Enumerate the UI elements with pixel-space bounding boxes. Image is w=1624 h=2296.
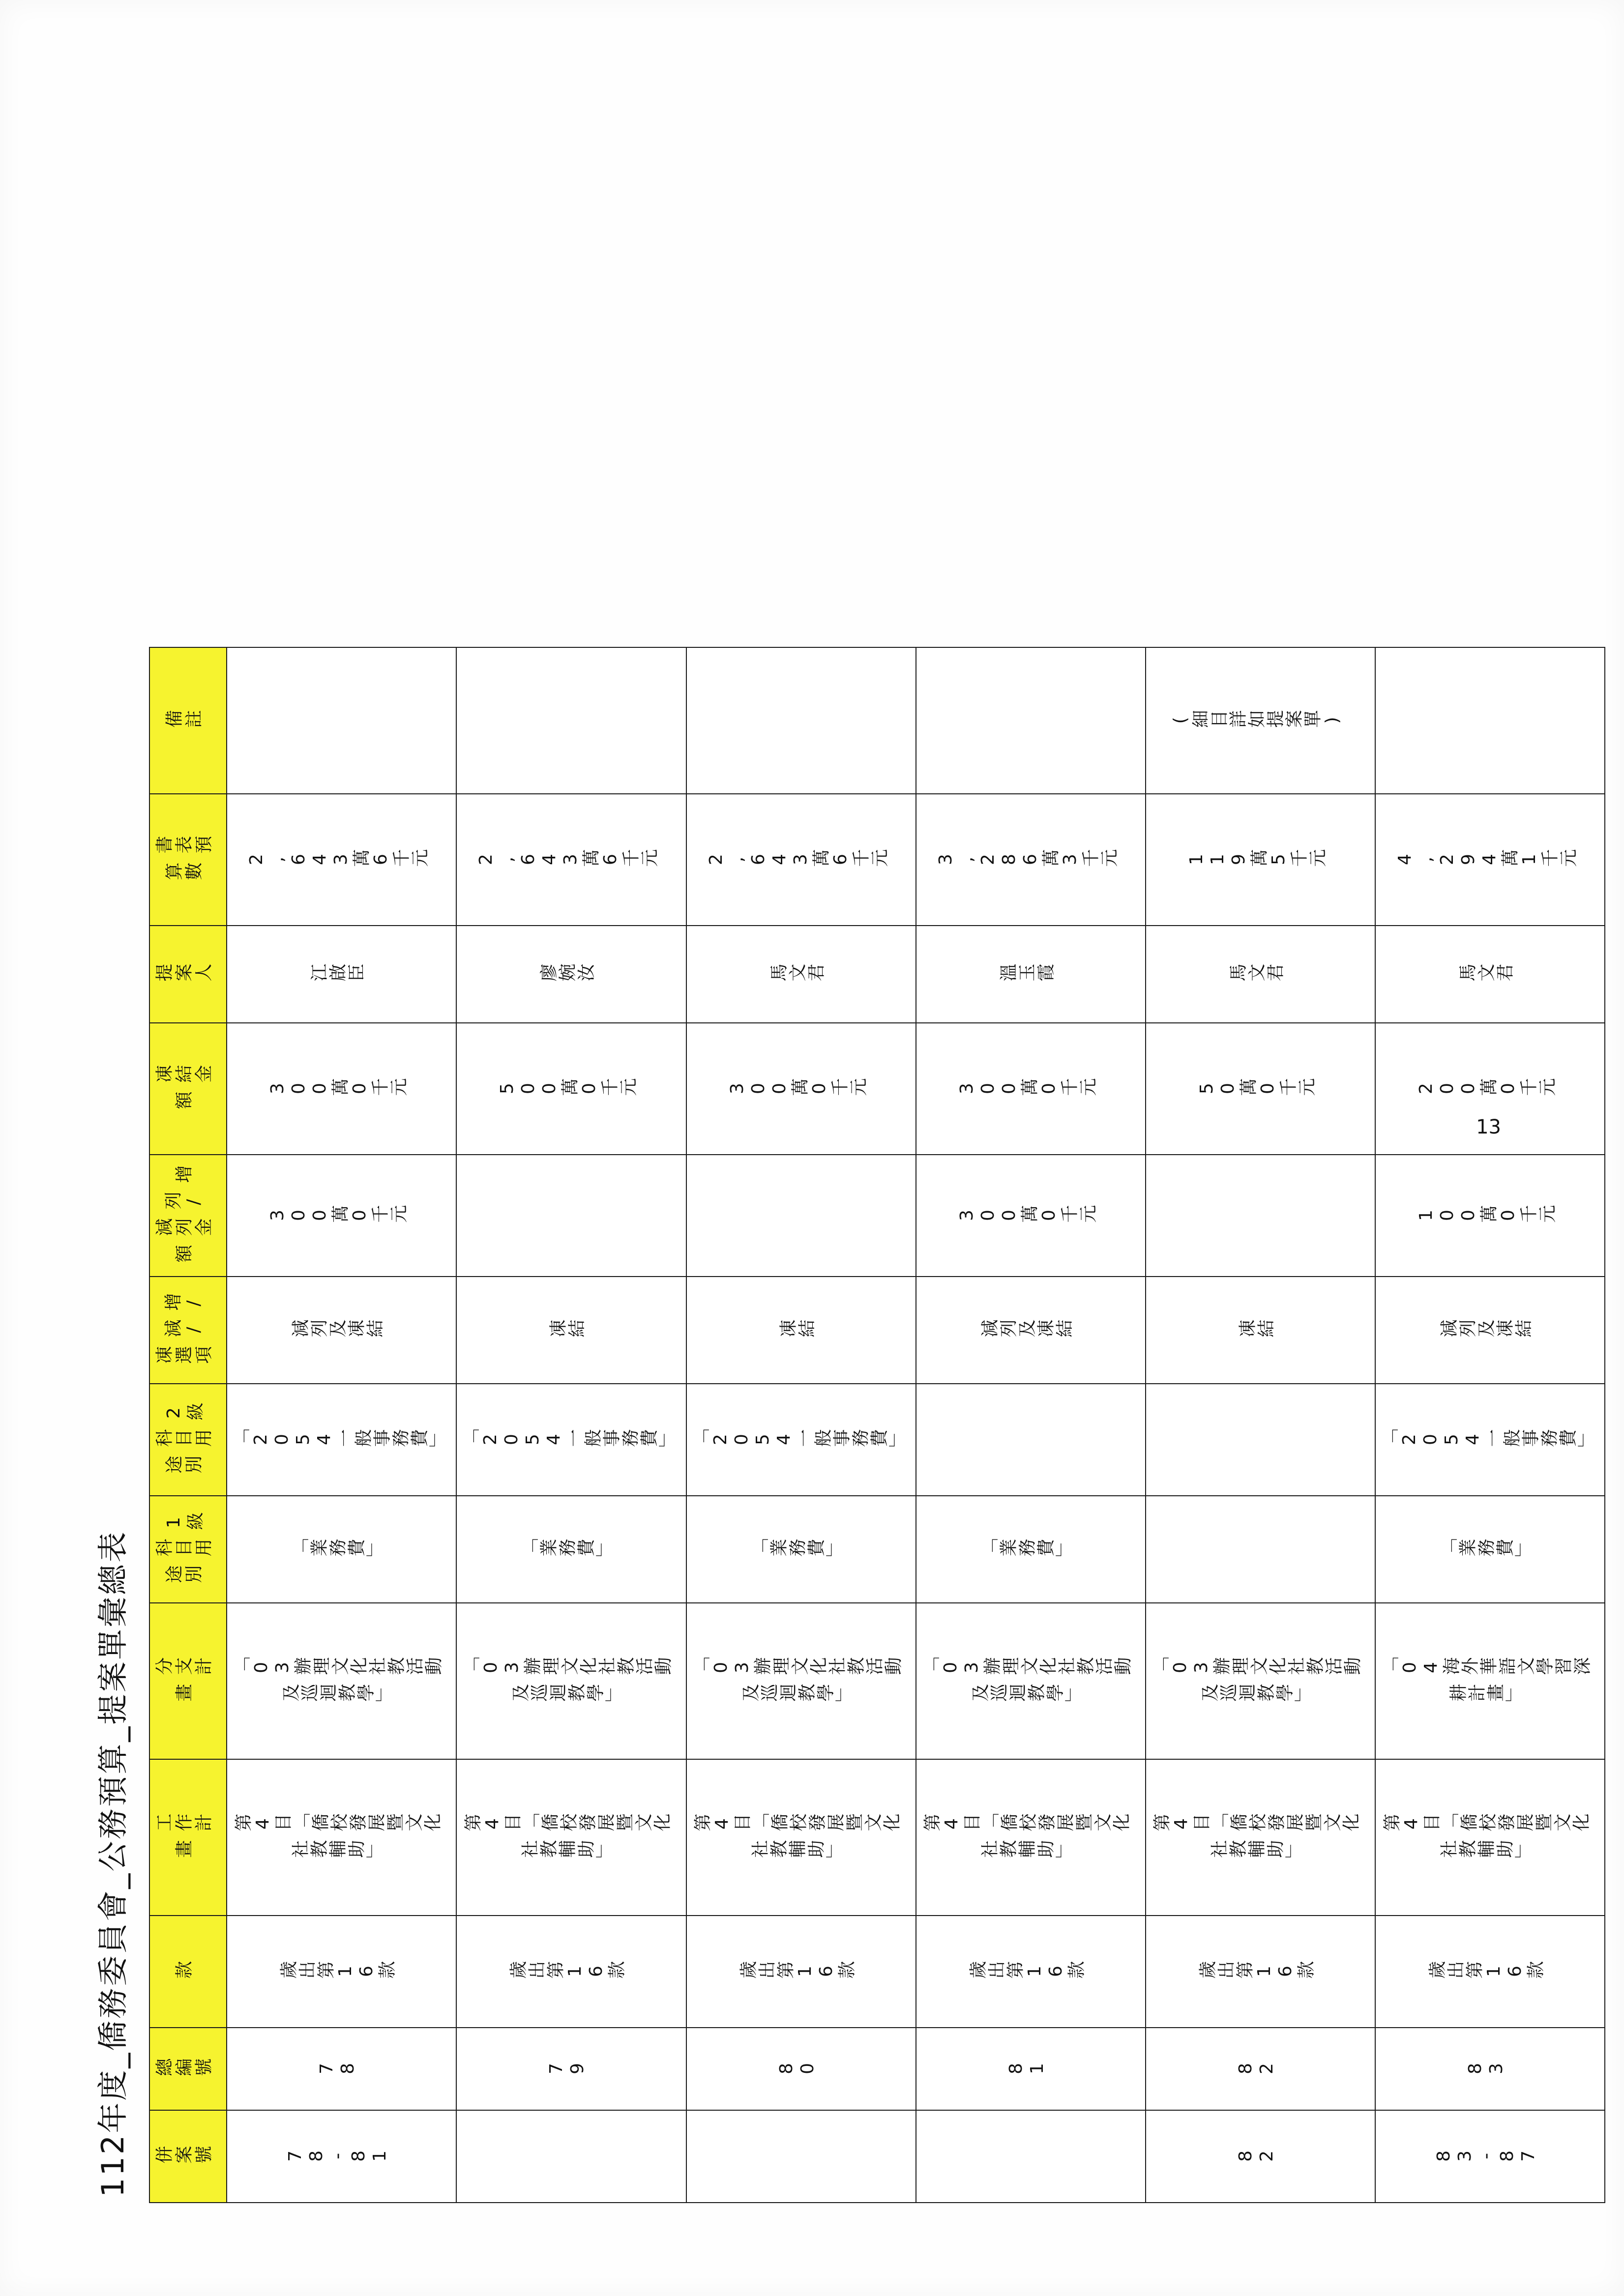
table-row — [916, 647, 1146, 2203]
cell-kuan: 歲出第16款 — [686, 1916, 916, 2028]
cell-adjust-amount — [456, 1155, 686, 1277]
column-header-level1: 1級科目用途別 — [149, 1496, 227, 1603]
cell-kuan: 歲出第16款 — [227, 1916, 456, 2028]
table-header-row — [149, 647, 227, 2203]
cell-level1: 「業務費」 — [916, 1496, 1146, 1603]
cell-freeze-amount: 50萬0千元 — [1146, 1023, 1375, 1155]
cell-level1: 「業務費」 — [1375, 1496, 1605, 1603]
cell-level2 — [1146, 1384, 1375, 1496]
column-header-work-plan: 工作計畫 — [149, 1759, 227, 1916]
cell-merge-no — [456, 2110, 686, 2203]
cell-budget-amount: 2,643萬6千元 — [686, 794, 916, 926]
cell-kuan: 歲出第16款 — [1375, 1916, 1605, 2028]
cell-option: 凍結 — [456, 1277, 686, 1384]
cell-total-no: 79 — [456, 2028, 686, 2110]
cell-kuan: 歲出第16款 — [916, 1916, 1146, 2028]
column-header-merge-no: 併案號 — [149, 2110, 227, 2203]
cell-option: 減列及凍結 — [916, 1277, 1146, 1384]
cell-kuan: 歲出第16款 — [456, 1916, 686, 2028]
cell-total-no: 78 — [227, 2028, 456, 2110]
column-header-total-no: 總編號 — [149, 2028, 227, 2110]
cell-proposer: 廖婉汝 — [456, 926, 686, 1023]
cell-work-plan: 第4目「僑校發展暨文化社教輔助」 — [1146, 1759, 1375, 1916]
cell-total-no: 80 — [686, 2028, 916, 2110]
cell-merge-no — [686, 2110, 916, 2203]
cell-level1: 「業務費」 — [227, 1496, 456, 1603]
cell-adjust-amount: 300萬0千元 — [916, 1155, 1146, 1277]
cell-branch-plan: 「03辦理文化社教活動及巡迴教學」 — [227, 1603, 456, 1759]
cell-adjust-amount — [1146, 1155, 1375, 1277]
cell-adjust-amount — [686, 1155, 916, 1277]
cell-remark — [916, 647, 1146, 794]
cell-level2: 「2054一般事務費」 — [1375, 1384, 1605, 1496]
cell-budget-amount: 3,286萬3千元 — [916, 794, 1146, 926]
cell-budget-amount: 119萬5千元 — [1146, 794, 1375, 926]
column-header-freeze-amount: 凍結金額 — [149, 1023, 227, 1155]
rotated-content — [89, 74, 1596, 2227]
cell-level1 — [1146, 1496, 1375, 1603]
cell-remark — [227, 647, 456, 794]
cell-level1: 「業務費」 — [456, 1496, 686, 1603]
column-header-remark: 備註 — [149, 647, 227, 794]
page-title: 112年度_僑務委員會_公務預算_提案單彙總表 — [95, 1530, 131, 2197]
cell-level2 — [916, 1384, 1146, 1496]
cell-freeze-amount: 300萬0千元 — [686, 1023, 916, 1155]
cell-merge-no: 82 — [1146, 2110, 1375, 2203]
cell-option: 凍結 — [686, 1277, 916, 1384]
cell-freeze-amount: 300萬0千元 — [916, 1023, 1146, 1155]
page-number: 13 — [1476, 1116, 1501, 1138]
column-header-adjust-amount: 增列/減列金額 — [149, 1155, 227, 1277]
cell-branch-plan: 「03辦理文化社教活動及巡迴教學」 — [686, 1603, 916, 1759]
cell-freeze-amount: 500萬0千元 — [456, 1023, 686, 1155]
cell-branch-plan: 「03辦理文化社教活動及巡迴教學」 — [916, 1603, 1146, 1759]
cell-total-no: 83 — [1375, 2028, 1605, 2110]
cell-work-plan: 第4目「僑校發展暨文化社教輔助」 — [456, 1759, 686, 1916]
cell-proposer: 溫玉霞 — [916, 926, 1146, 1023]
table-row — [1146, 647, 1375, 2203]
cell-remark — [456, 647, 686, 794]
cell-proposer: 馬文君 — [1146, 926, 1375, 1023]
column-header-kuan: 款 — [149, 1916, 227, 2028]
cell-kuan: 歲出第16款 — [1146, 1916, 1375, 2028]
cell-adjust-amount: 300萬0千元 — [227, 1155, 456, 1277]
column-header-budget-amount: 書表預算數 — [149, 794, 227, 926]
table-row — [456, 647, 686, 2203]
cell-freeze-amount: 200萬0千元 — [1375, 1023, 1605, 1155]
cell-adjust-amount: 100萬0千元 — [1375, 1155, 1605, 1277]
cell-option: 減列及凍結 — [227, 1277, 456, 1384]
cell-total-no: 81 — [916, 2028, 1146, 2110]
table-row — [686, 647, 916, 2203]
cell-level1: 「業務費」 — [686, 1496, 916, 1603]
cell-budget-amount: 2,643萬6千元 — [456, 794, 686, 926]
column-header-branch-plan: 分支計畫 — [149, 1603, 227, 1759]
table-row — [1375, 647, 1605, 2203]
cell-branch-plan: 「03辦理文化社教活動及巡迴教學」 — [1146, 1603, 1375, 1759]
cell-level2: 「2054一般事務費」 — [227, 1384, 456, 1496]
cell-freeze-amount: 300萬0千元 — [227, 1023, 456, 1155]
cell-level2: 「2054一般事務費」 — [686, 1384, 916, 1496]
cell-branch-plan: 「03辦理文化社教活動及巡迴教學」 — [456, 1603, 686, 1759]
cell-level2: 「2054一般事務費」 — [456, 1384, 686, 1496]
cell-work-plan: 第4目「僑校發展暨文化社教輔助」 — [1375, 1759, 1605, 1916]
cell-budget-amount: 2,643萬6千元 — [227, 794, 456, 926]
cell-branch-plan: 「04海外華語文學習深耕計畫」 — [1375, 1603, 1605, 1759]
cell-remark: (細目詳如提案單) — [1146, 647, 1375, 794]
cell-work-plan: 第4目「僑校發展暨文化社教輔助」 — [227, 1759, 456, 1916]
cell-remark — [686, 647, 916, 794]
column-header-option: 增/減/凍選項 — [149, 1277, 227, 1384]
column-header-proposer: 提案人 — [149, 926, 227, 1023]
cell-budget-amount: 4,294萬1千元 — [1375, 794, 1605, 926]
cell-merge-no: 78-81 — [227, 2110, 456, 2203]
cell-total-no: 82 — [1146, 2028, 1375, 2110]
cell-option: 凍結 — [1146, 1277, 1375, 1384]
cell-option: 減列及凍結 — [1375, 1277, 1605, 1384]
cell-proposer: 馬文君 — [1375, 926, 1605, 1023]
cell-merge-no — [916, 2110, 1146, 2203]
proposal-summary-table — [149, 647, 1605, 2203]
cell-proposer: 馬文君 — [686, 926, 916, 1023]
cell-merge-no: 83-87 — [1375, 2110, 1605, 2203]
cell-proposer: 江啟臣 — [227, 926, 456, 1023]
cell-work-plan: 第4目「僑校發展暨文化社教輔助」 — [686, 1759, 916, 1916]
column-header-level2: 2級科目用途別 — [149, 1384, 227, 1496]
cell-work-plan: 第4目「僑校發展暨文化社教輔助」 — [916, 1759, 1146, 1916]
cell-remark — [1375, 647, 1605, 794]
table-row — [227, 647, 456, 2203]
